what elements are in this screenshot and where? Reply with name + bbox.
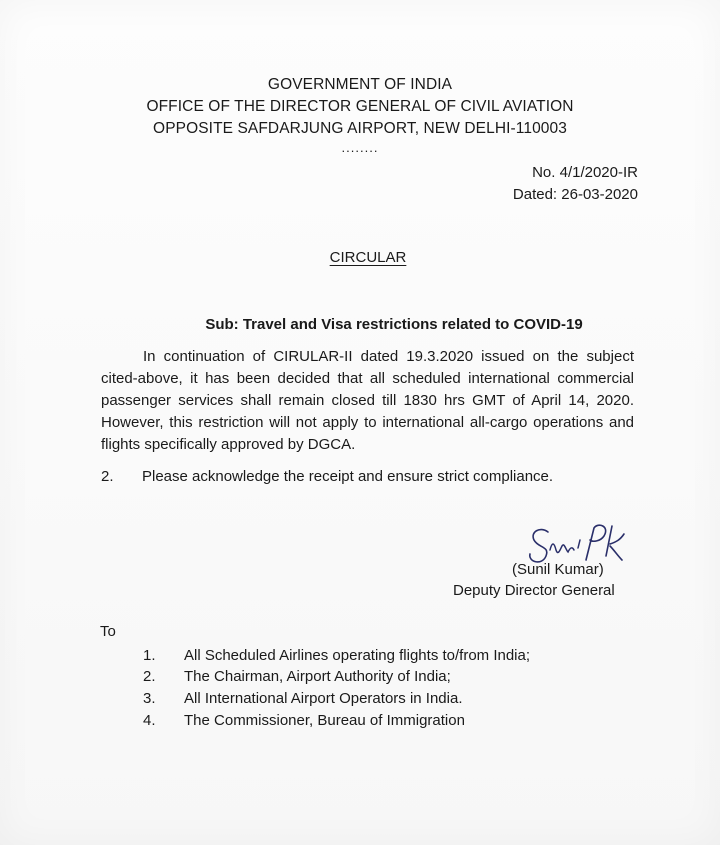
recipient-item: The Chairman, Airport Authority of India;: [184, 668, 451, 685]
subject-line: Sub: Travel and Visa restrictions related to COVID-19: [205, 316, 583, 333]
header-government: GOVERNMENT OF INDIA: [267, 76, 453, 93]
recipient-number: 2.: [143, 668, 156, 685]
recipient-item: All Scheduled Airlines operating flights to/from India;: [184, 647, 531, 664]
recipients-label: To: [100, 623, 116, 640]
recipient-item: All International Airport Operators in India.: [184, 690, 463, 707]
body-paragraph-1: In continuation of CIRULAR-II dated 19.3.2020 issued on the subject cited-above, it has been decided that all scheduled international commercial passenger services shall remain closed till 1830 hrs GMT of April 14, 2020. However, this restriction will not apply to international all-cargo operations and flights specifically approved by DGCA.: [101, 348, 634, 453]
header-dots: ........: [341, 140, 379, 155]
reference-number: No. 4/1/2020-IR: [532, 164, 638, 181]
recipient-item: The Commissioner, Bureau of Immigration: [184, 712, 465, 729]
header-office: OFFICE OF THE DIRECTOR GENERAL OF CIVIL AVIATION: [146, 98, 574, 115]
recipient-number: 1.: [143, 647, 156, 664]
document-title: [0, 249, 720, 266]
recipient-number: 3.: [143, 690, 156, 707]
signatory-name: (Sunil Kumar): [512, 561, 604, 578]
paragraph-2-text: Please acknowledge the receipt and ensure strict compliance.: [142, 468, 554, 485]
paragraph-2-number: 2.: [101, 468, 114, 485]
recipient-number: 4.: [143, 712, 156, 729]
signatory-designation: Deputy Director General: [453, 582, 615, 599]
reference-date: Dated: 26-03-2020: [512, 186, 638, 203]
document-title-text: CIRCULAR: [329, 249, 407, 266]
header-address: OPPOSITE SAFDARJUNG AIRPORT, NEW DELHI-110003: [153, 120, 567, 137]
